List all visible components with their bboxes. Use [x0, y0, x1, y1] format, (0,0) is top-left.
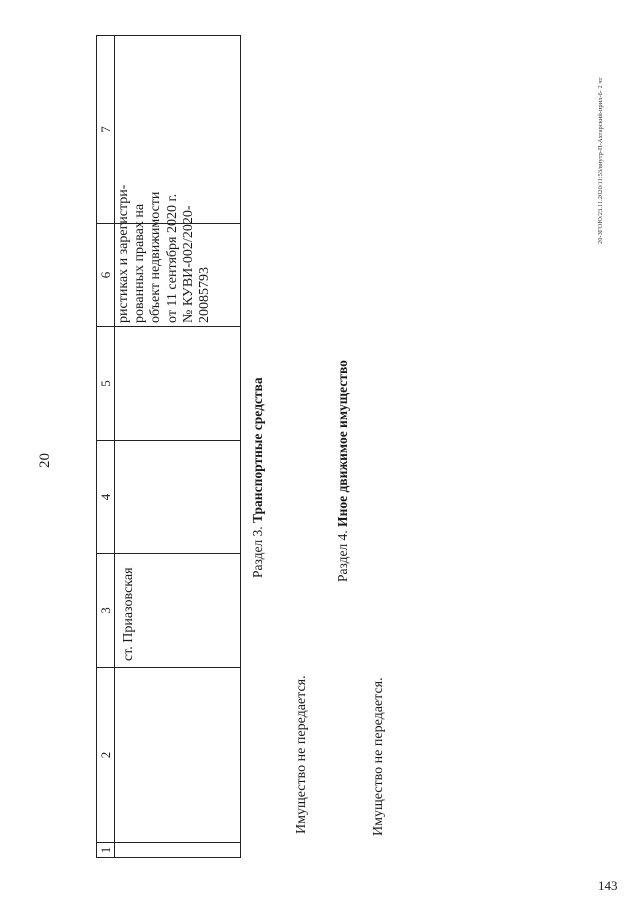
- section-4-note: Имущество не передается.: [371, 677, 386, 836]
- property-table: [96, 35, 241, 858]
- table-cell: [115, 327, 241, 441]
- column-header: 7: [97, 36, 115, 224]
- table-cell: [115, 668, 241, 843]
- section-4-heading: [335, 360, 351, 582]
- reference-line: 20085793: [197, 267, 213, 323]
- column-header: 2: [97, 668, 115, 843]
- column-header: 3: [97, 554, 115, 668]
- section-4-prefix: Раздел 4.: [335, 526, 350, 582]
- column-header: 5: [97, 327, 115, 441]
- reference-line: от 11 сентября 2020 г.: [164, 193, 180, 323]
- section-3-prefix: Раздел 3.: [250, 522, 265, 578]
- reference-line: № КУВИ-002/2020-: [180, 205, 196, 323]
- reference-line: ристиках и зарегистри-: [116, 184, 131, 323]
- section-3-note: Имущество не передается.: [294, 675, 309, 834]
- page-number: 20: [37, 453, 53, 468]
- address-cell: ст. Приазовская: [115, 554, 241, 668]
- section-4-title: Иное движимое имущество: [335, 360, 350, 527]
- table-row: [115, 36, 241, 858]
- reference-line: объект недвижимости: [148, 191, 164, 323]
- table-header-row: [97, 36, 115, 858]
- scan-page-number: 143: [598, 878, 618, 893]
- column-header: 6: [97, 224, 115, 327]
- reference-line: рованных правах на: [132, 203, 148, 323]
- document-reference-cell: [115, 184, 241, 327]
- column-header: 4: [97, 441, 115, 554]
- table-cell: [115, 441, 241, 554]
- section-3-heading: [250, 377, 266, 578]
- column-header: 1: [97, 843, 115, 858]
- footer-code: 20-ЗГОЮ/23.11.2020/11:53/внутр-П-Ахтарский-прил-6- 2 чт: [597, 77, 604, 244]
- section-3-title: Транспортные средства: [250, 377, 265, 523]
- table-cell: [115, 843, 241, 858]
